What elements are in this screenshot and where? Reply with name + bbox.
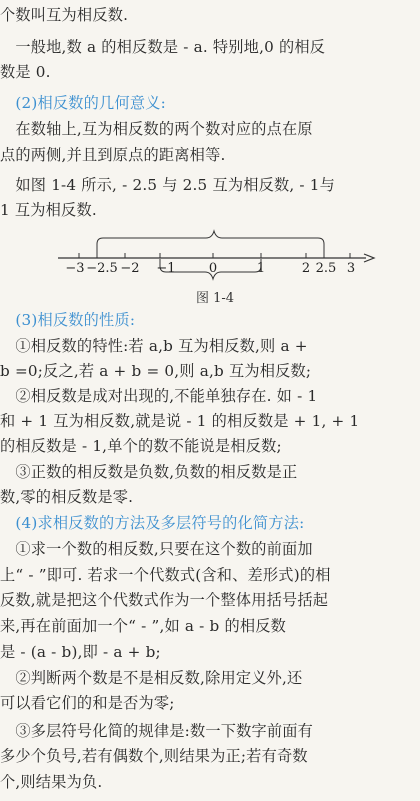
text-line: ②判断两个数是不是相反数,除用定义外,还	[0, 669, 303, 687]
brace-top	[97, 231, 324, 254]
tick-label: −3	[65, 260, 85, 276]
text-line: 个数叫互为相反数.	[0, 6, 129, 24]
text-line: 数是 0.	[0, 63, 51, 81]
text-line: ②相反数是成对出现的,不能单独存在. 如 - 1	[0, 387, 318, 405]
figure-caption: 图 1-4	[196, 291, 235, 306]
text-line: 如图 1-4 所示, - 2.5 与 2.5 互为相反数, - 1与	[0, 176, 336, 194]
section-heading-methods: (4)求相反数的方法及多层符号的化简方法:	[0, 514, 305, 532]
tick-label: −1	[156, 260, 176, 276]
tick-label: 3	[346, 260, 356, 276]
text-line: 的相反数是 - 1,单个的数不能说是相反数;	[0, 437, 282, 455]
text-line: 来,再在前面加一个“ - ”,如 a - b 的相反数	[0, 617, 287, 635]
tick-label: 2	[301, 260, 311, 276]
text-line: ③正数的相反数是负数,负数的相反数是正	[0, 463, 298, 481]
section-heading-geometric-meaning: (2)相反数的几何意义:	[0, 94, 166, 112]
text-line: ③多层符号化简的规律是:数一下数字前面有	[0, 722, 314, 740]
text-line: 点的两侧,并且到原点的距离相等.	[0, 146, 226, 164]
text-line: b =0;反之,若 a + b = 0,则 a,b 互为相反数;	[0, 362, 312, 380]
tick-label: −2.5	[86, 260, 118, 276]
text-line: 数,零的相反数是零.	[0, 488, 134, 506]
tick-label: 0	[208, 260, 218, 276]
tick-label: 1	[256, 260, 266, 276]
text-line: 可以看它们的和是否为零;	[0, 694, 175, 712]
text-line: 反数,就是把这个代数式作为一个整体用括号括起	[0, 591, 329, 609]
text-line: 多少个负号,若有偶数个,则结果为正;若有奇数	[0, 747, 308, 765]
text-line: 上“ - ”即可. 若求一个代数式(含和、差形式)的相	[0, 566, 331, 584]
text-line: ①求一个数的相反数,只要在这个数的前面加	[0, 540, 313, 558]
text-line: 1 互为相反数.	[0, 201, 97, 219]
text-line: 在数轴上,互为相反数的两个数对应的点在原	[0, 120, 313, 138]
tick-label: −2	[120, 260, 140, 276]
text-line: 是 - (a - b),即 - a + b;	[0, 643, 161, 661]
section-heading-properties: (3)相反数的性质:	[0, 311, 136, 329]
text-line: ①相反数的特性:若 a,b 互为相反数,则 a +	[0, 337, 308, 355]
text-line: 个,则结果为负.	[0, 773, 103, 791]
text-line: 和 + 1 互为相反数,就是说 - 1 的相反数是 + 1, + 1	[0, 412, 360, 430]
text-line: 一般地,数 a 的相反数是 - a. 特别地,0 的相反	[0, 38, 326, 56]
tick-label: 2.5	[315, 260, 337, 276]
number-line-figure	[0, 222, 420, 284]
